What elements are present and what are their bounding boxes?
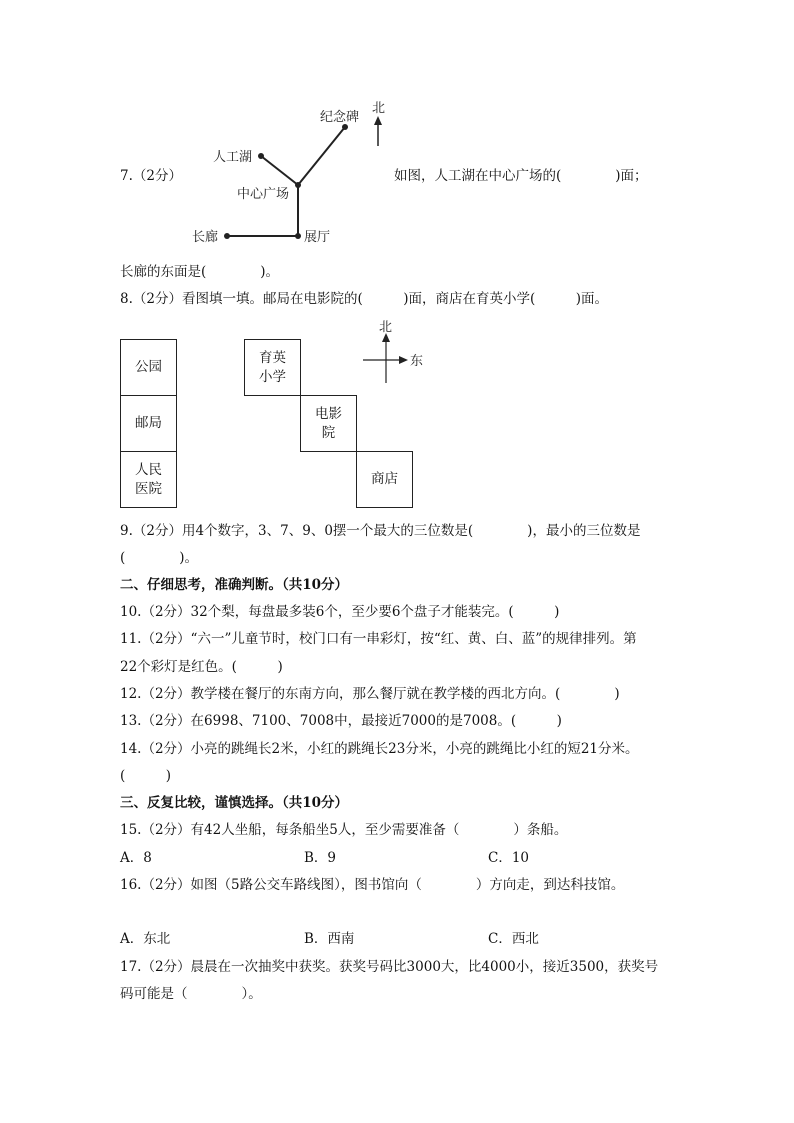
q10: 10.（2分）32个梨，每盘最多装6个，至少要6个盘子才能装完。( ) [120, 604, 560, 620]
q11-line1: 11.（2分）“六一”儿童节时，校门口有一串彩灯，按“红、黄、白、蓝”的规律排列。第 [120, 631, 637, 647]
compass-east-label: 东 [410, 354, 424, 369]
lake-point [258, 153, 264, 159]
q8-cinema-cell: 电影 院 [300, 395, 357, 452]
corridor-point [224, 233, 230, 239]
q7-north-label: 北 [372, 101, 386, 116]
q12: 12.（2分）教学楼在餐厅的东南方向，那么餐厅就在教学楼的西北方向。( ) [120, 686, 620, 702]
q15-option-a: A．8 [120, 850, 152, 866]
q17-line1: 17.（2分）晨晨在一次抽奖中获奖。获奖号码比3000大，比4000小，接近3500，获奖号 [120, 959, 659, 975]
q14-line1: 14.（2分）小亮的跳绳长2米，小红的跳绳长23分米，小亮的跳绳比小红的短21分米。 [120, 741, 639, 757]
plaza-point [295, 182, 301, 188]
q11-line2: 22个彩灯是红色。( ) [120, 659, 283, 675]
q7-prefix: 7.（2分） [120, 168, 182, 184]
q8-shop-cell: 商店 [356, 451, 413, 508]
road-to-memorial [298, 127, 345, 185]
q8-post-office-cell: 邮局 [120, 395, 177, 452]
q7-question-part2: 长廊的东面是( )。 [120, 264, 280, 280]
q16: 16.（2分）如图（5路公交车路线图），图书馆向（ ）方向走，到达科技馆。 [120, 877, 625, 893]
section3-heading: 三、反复比较，谨慎选择。（共10分） [120, 795, 349, 811]
q14-line2: ( ) [120, 768, 172, 784]
plaza-label: 中心广场 [237, 187, 290, 202]
compass-east-head [399, 356, 408, 364]
q9-line2: ( )。 [120, 550, 199, 566]
q16-option-b: B．西南 [304, 931, 355, 947]
north-arrow-head [374, 116, 382, 125]
q8-hospital-cell: 人民 医院 [120, 451, 177, 508]
q9-line1: 9.（2分）用4个数字，3、7、9、0摆一个最大的三位数是( )，最小的三位数是 [120, 523, 641, 539]
q16-option-a: A．东北 [120, 931, 171, 947]
lake-label: 人工湖 [213, 150, 253, 165]
road-to-lake [261, 156, 298, 185]
q8-school-cell: 育英 小学 [244, 339, 301, 396]
q17-line2: 码可能是（ ）。 [120, 986, 262, 1002]
q8-question: 8.（2分）看图填一填。邮局在电影院的( )面，商店在育英小学( )面。 [120, 291, 609, 307]
q15: 15.（2分）有42人坐船，每条船坐5人，至少需要准备（ ）条船。 [120, 822, 568, 838]
memorial-label: 纪念碑 [320, 110, 360, 125]
q16-option-c: C．西北 [488, 931, 539, 947]
q15-option-b: B．9 [304, 850, 337, 866]
corridor-label: 长廊 [192, 230, 219, 245]
q7-question-part1: 如图，人工湖在中心广场的( )面； [394, 168, 648, 184]
q8-park-cell: 公园 [120, 339, 177, 396]
compass-north-label: 北 [379, 320, 393, 335]
q15-option-c: C．10 [488, 850, 530, 866]
hall-point [295, 233, 301, 239]
hall-label: 展厅 [304, 230, 331, 245]
section2-heading: 二、仔细思考，准确判断。（共10分） [120, 577, 349, 593]
q13: 13.（2分）在6998、7100、7008中，最接近7000的是7008。( ) [120, 713, 562, 729]
